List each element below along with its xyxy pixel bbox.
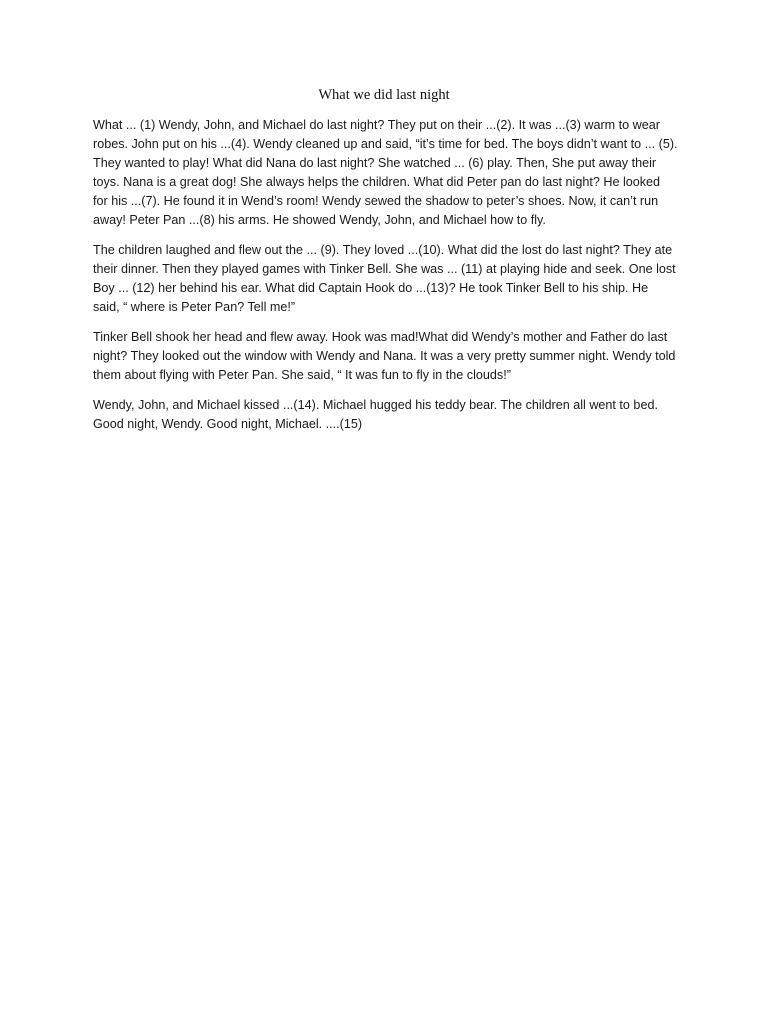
paragraph-4: Wendy, John, and Michael kissed ...(14). Michael hugged his teddy bear. The children all went to bed. Good night, Wendy. Good night, Michael. ....(15) (93, 398, 658, 431)
document-body (93, 116, 678, 445)
paragraph-3: Tinker Bell shook her head and flew away. Hook was mad!What did Wendy’s mother and Father do last night? They looked out the window with Wendy and Nana. It was a very pretty summer night. Wendy told them about flying with Peter Pan. She said, “ It was fun to fly in the clouds!” (93, 330, 676, 382)
paragraph-1: What ... (1) Wendy, John, and Michael do last night? They put on their ...(2). It was ...(3) warm to wear robes. John put on his ...(4). Wendy cleaned up and said, “it’s time for bed. The boys didn’t want to ... (5). They wanted to play! What did Nana do last night? She watched ... (6) play. Then, She put away their toys. Nana is a great dog! She always helps the children. What did Peter pan do last night? He looked for his ...(7). He found it in Wend’s room! Wendy sewed the shadow to peter’s shoes. Now, it can’t run away! Peter Pan ...(8) his arms. He showed Wendy, John, and Michael how to fly. (93, 118, 678, 227)
document-title: What we did last night (318, 87, 450, 103)
paragraph-2: The children laughed and flew out the ... (9). They loved ...(10). What did the lost do last night? They ate their dinner. Then they played games with Tinker Bell. She was ... (11) at playing hide and seek. One lost Boy ... (12) her behind his ear. What did Captain Hook do ...(13)? He took Tinker Bell to his ship. He said, “ where is Peter Pan? Tell me!” (93, 243, 676, 314)
